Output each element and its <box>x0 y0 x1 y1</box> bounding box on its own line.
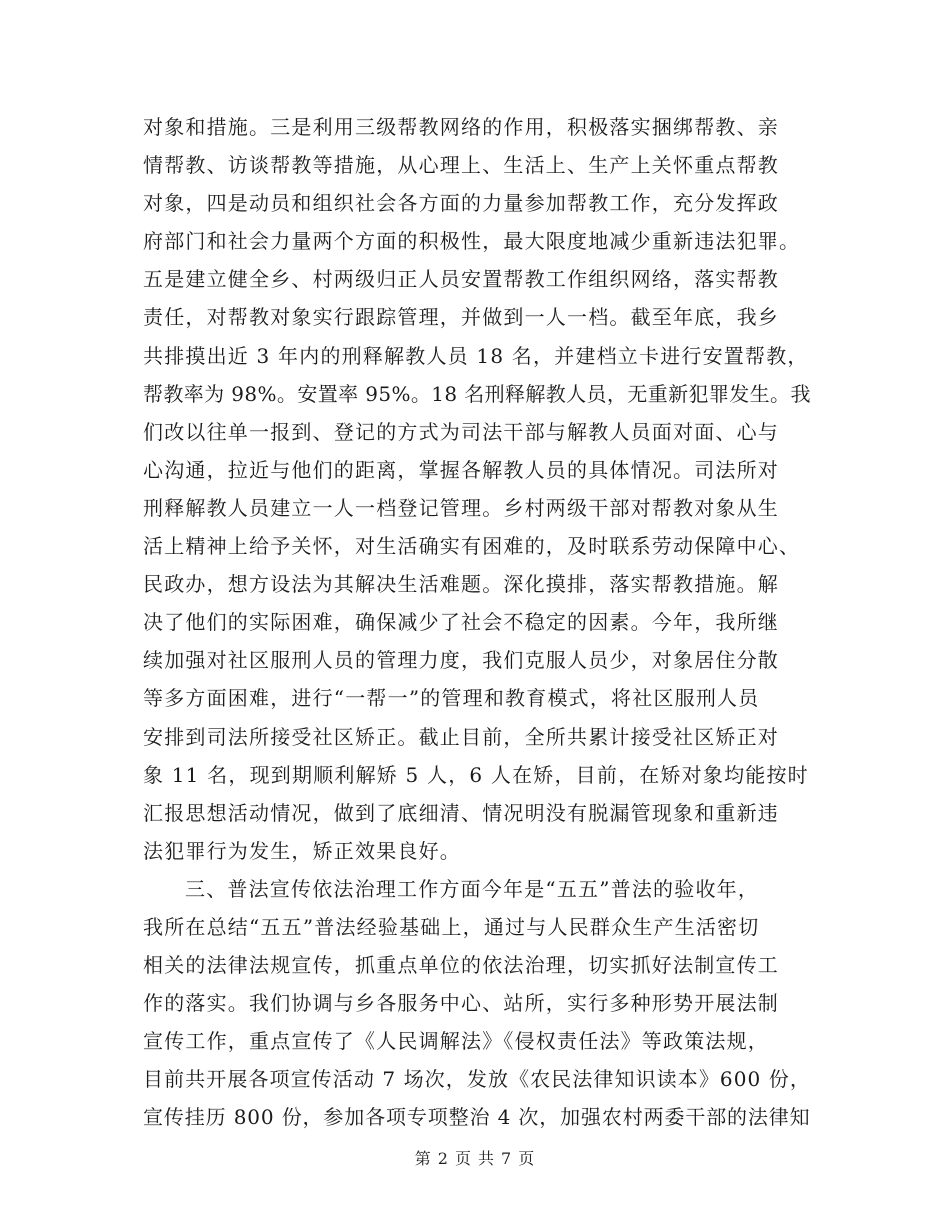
footer-suffix: 页 <box>518 1149 536 1168</box>
text-line: 们改以往单一报到、登记的方式为司法干部与解教人员面对面、心与 <box>143 419 779 444</box>
text-line: 民政办，想方设法为其解决生活难题。深化摸排，落实帮教措施。解 <box>143 572 779 597</box>
text-line: 法犯罪行为发生，矫正效果良好。 <box>143 838 461 863</box>
text-line: 决了他们的实际困难，确保减少了社会不稳定的因素。今年，我所继 <box>143 610 779 635</box>
text-line: 情帮教、访谈帮教等措施，从心理上、生活上、生产上关怀重点帮教 <box>143 153 779 178</box>
text-line: 责任，对帮教对象实行跟踪管理，并做到一人一档。截至年底，我乡 <box>143 305 779 330</box>
text-line: 作的落实。我们协调与乡各服务中心、站所，实行多种形势开展法制 <box>143 991 779 1016</box>
text-line: 续加强对社区服刑人员的管理力度，我们克服人员少，对象居住分散 <box>143 648 779 673</box>
text-line: 对象，四是动员和组织社会各方面的力量参加帮教工作，充分发挥政 <box>143 191 779 216</box>
text-line: 我所在总结“五五”普法经验基础上，通过与人民群众生产生活密切 <box>143 914 760 939</box>
page-footer <box>0 1146 950 1169</box>
text-line: 对象和措施。三是利用三级帮教网络的作用，积极落实捆绑帮教、亲 <box>143 115 779 139</box>
text-line: 心沟通，拉近与他们的距离，掌握各解教人员的具体情况。司法所对 <box>143 457 779 482</box>
text-line: 等多方面困难，进行“一帮一”的管理和教育模式，将社区服刑人员 <box>143 686 760 711</box>
footer-current-page: 2 <box>437 1149 449 1168</box>
text-line: 宣传挂历 800 份，参加各项专项整治 4 次，加强农村两委干部的法律知 <box>143 1105 811 1130</box>
footer-middle: 页 共 <box>454 1149 496 1168</box>
text-line: 宣传工作，重点宣传了《人民调解法》《侵权责任法》等政策法规， <box>143 1029 769 1054</box>
text-line: 目前共开展各项宣传活动 7 场次，发放《农民法律知识读本》600 份， <box>143 1067 811 1092</box>
text-line: 刑释解教人员建立一人一档登记管理。乡村两级干部对帮教对象从生 <box>143 495 779 520</box>
footer-prefix: 第 <box>414 1149 432 1168</box>
text-line: 象 11 名，现到期顺利解矫 5 人，6 人在矫，目前，在矫对象均能按时 <box>143 762 809 787</box>
footer-total-pages: 7 <box>501 1149 513 1168</box>
text-line: 共排摸出近 3 年内的刑释解教人员 18 名，并建档立卡进行安置帮教， <box>143 343 809 368</box>
text-line: 相关的法律法规宣传，抓重点单位的依法治理，切实抓好法制宣传工 <box>143 953 779 978</box>
text-line: 帮教率为 98%。安置率 95%。18 名刑释解教人员，无重新犯罪发生。我 <box>143 381 811 406</box>
text-line: 三、普法宣传依法治理工作方面今年是“五五”普法的验收年， <box>185 876 760 901</box>
text-line: 安排到司法所接受社区矫正。截止目前，全所共累计接受社区矫正对 <box>143 724 779 749</box>
text-line: 府部门和社会力量两个方面的积极性，最大限度地减少重新违法犯罪。 <box>143 229 801 254</box>
text-line: 活上精神上给予关怀，对生活确实有困难的，及时联系劳动保障中心、 <box>143 534 801 559</box>
document-body <box>143 108 811 1137</box>
text-line: 五是建立健全乡、村两级归正人员安置帮教工作组织网络，落实帮教 <box>143 267 779 292</box>
text-line: 汇报思想活动情况，做到了底细清、情况明没有脱漏管现象和重新违 <box>143 800 779 825</box>
